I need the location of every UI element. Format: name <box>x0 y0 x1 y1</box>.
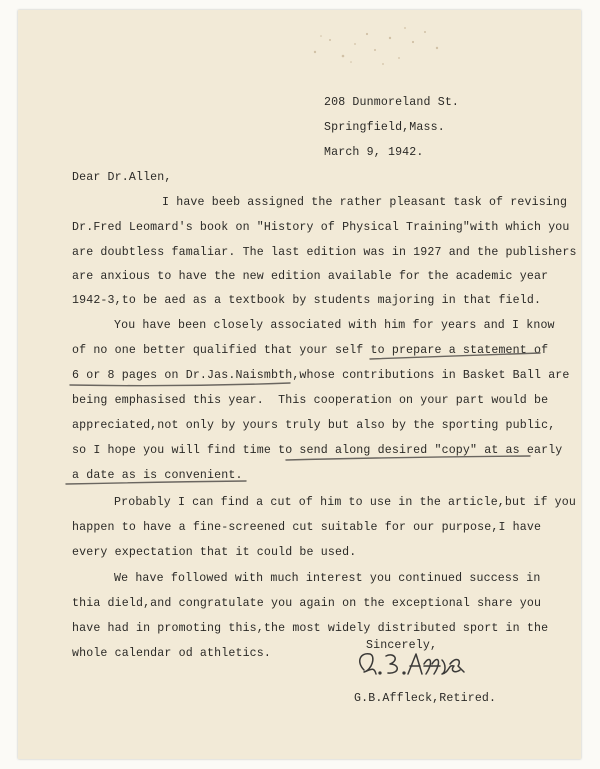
body-line: Probably I can find a cut of him to use in the article,but if you <box>114 496 576 509</box>
body-line: Dr.Fred Leomard's book on "History of Physical Training"with which you <box>72 221 570 234</box>
letter-date: March 9, 1942. <box>324 146 424 159</box>
body-line: of no one better qualified that your self to prepare a statement of <box>72 344 549 357</box>
handwritten-signature <box>350 640 470 690</box>
salutation: Dear Dr.Allen, <box>72 171 172 184</box>
body-line: being emphasised this year. This cooperation on your part would be <box>72 394 549 407</box>
address-city: Springfield,Mass. <box>324 121 445 134</box>
underline-3 <box>286 456 530 460</box>
body-line: happen to have a fine-screened cut suitable for our purpose,I have <box>72 521 542 534</box>
underline-2 <box>70 383 290 386</box>
body-line: so I hope you will find time to send along desired "copy" at as early <box>72 444 563 457</box>
address-street: 208 Dunmoreland St. <box>324 96 460 109</box>
body-line: We have followed with much interest you continued success in <box>114 572 541 585</box>
underline-4 <box>66 481 246 484</box>
body-line: have had in promoting this,the most widely distributed sport in the <box>72 622 549 635</box>
closing: Sincerely, <box>366 639 438 652</box>
body-line: are doubtless famaliar. The last edition was in 1927 and the publishers <box>72 246 577 259</box>
body-line: thia dield,and congratulate you again on the exceptional share you <box>72 597 542 610</box>
body-line: whole calendar od athletics. <box>72 647 272 660</box>
signature-block: G.B.Affleck,Retired. <box>354 692 497 705</box>
body-line: 6 or 8 pages on Dr.Jas.Naismbth,whose contributions in Basket Ball are <box>72 369 570 382</box>
body-line: You have been closely associated with him for years and I know <box>114 319 555 332</box>
body-line: a date as is convenient. <box>72 469 243 482</box>
body-line: I have beeb assigned the rather pleasant task of revising <box>162 196 568 209</box>
body-line: every expectation that it could be used. <box>72 546 357 559</box>
body-line: 1942-3,to be aed as a textbook by students majoring in that field. <box>72 294 542 307</box>
body-line: are anxious to have the new edition available for the academic year <box>72 270 549 283</box>
body-line: appreciated,not only by yours truly but also by the sporting public, <box>72 419 556 432</box>
underline-1 <box>370 353 540 359</box>
